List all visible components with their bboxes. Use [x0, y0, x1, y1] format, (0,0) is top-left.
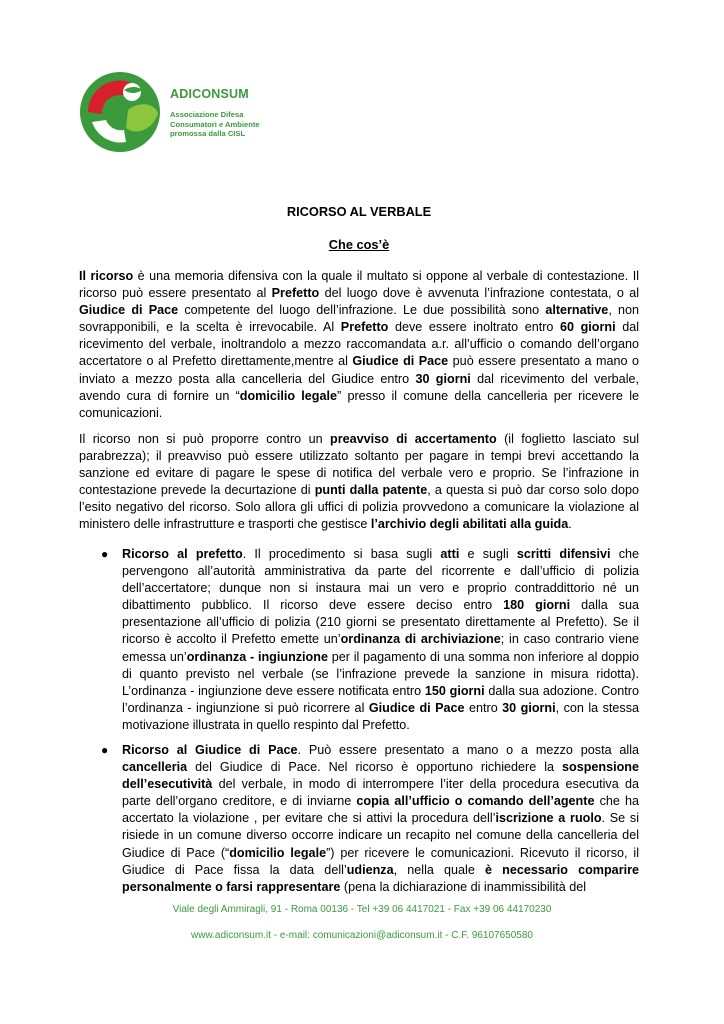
text-run: che ha accertato la violazione , per evitare che si attivi la procedura dell’ — [122, 794, 639, 826]
text-run: ”) per ricevere le comunicazioni. Ricevuto il ricorso, il Giudice di Pace fissa la data dell’ — [122, 845, 640, 877]
bullet-icon: ● — [101, 743, 109, 757]
text-run: del verbale, in modo di interrompere l’iter della procedura esecutiva da parte dell’organo creditore, e di inviarne — [122, 777, 639, 809]
bold-text: scritti difensivi — [516, 547, 611, 561]
bold-text: Ricorso al prefetto — [122, 547, 243, 561]
section-heading — [79, 236, 639, 253]
bold-text: Giudice di Pace — [368, 700, 465, 715]
logo-tagline — [170, 110, 260, 139]
text-run: deve essere inoltrato entro — [388, 320, 560, 335]
bold-text: è necessario comparire personalmente o farsi rappresentare — [122, 862, 639, 894]
text-run: . Può essere presentato a mano o a mezzo posta alla — [297, 743, 639, 757]
bold-text: ordinanza di archiviazione — [340, 632, 501, 647]
bold-text: Giudice di Pace — [79, 303, 179, 318]
footer-address: Viale degli Ammiragli, 91 - Roma 00136 - Tel +39 06 4417021 - Fax +39 06 44170230 — [172, 904, 552, 915]
logo-name: ADICONSUM — [170, 87, 249, 101]
bold-text: preavviso di accertamento — [330, 432, 497, 446]
bold-text: alternative — [545, 303, 609, 318]
bold-text: ordinanza - ingiunzione — [186, 649, 328, 664]
bold-text: domicilio legale — [239, 388, 337, 403]
text-run: dalla sua presentazione all’ufficio di polizia (210 giorni se presentato direttamente al Prefetto). Se il ricorso è accolto il Prefetto emette un’ — [122, 598, 639, 647]
text-run: dal ricevimento del verbale, inoltrandolo a mezzo raccomandata a.r. all’ufficio o comando dell’organo accertatore o al Prefetto direttamente,mentre al — [79, 320, 639, 369]
bold-text: Prefetto — [340, 320, 389, 335]
bold-text: 150 giorni — [424, 683, 485, 698]
bold-text: domicilio legale — [229, 845, 327, 860]
text-run: , a questa si può dar corso solo dopo l’esito negativo del ricorso. Solo allora gli uffici di polizia provvedono a comunicare la violazione al ministero delle infrastrutture e trasporti che gestisce — [79, 483, 640, 532]
adiconsum-logo-icon — [78, 70, 162, 154]
text-run: , non sovrapponibili, e la scelta è irrevocabile. Al — [79, 303, 639, 335]
text-run: . — [568, 517, 572, 532]
list-item-text — [122, 742, 639, 896]
text-run: (pena la dichiarazione di inammissibilità del — [340, 879, 587, 894]
bold-text: atti — [440, 547, 460, 561]
text-run: Il ricorso non si può proporre contro un — [79, 432, 330, 446]
bold-text: udienza — [346, 862, 394, 877]
bold-text: Ricorso al Giudice di Pace — [122, 743, 298, 757]
text-run: dalla sua adozione. Contro l’ordinanza - ingiunzione si può ricorrere al — [122, 683, 639, 715]
text-run: del Giudice di Pace. Nel ricorso è opportuno richiedere la — [187, 760, 563, 775]
text-run: . Il procedimento si basa sugli — [242, 547, 441, 561]
bold-text: Il ricorso — [79, 269, 134, 283]
section-heading-text: Che cos’è — [328, 237, 390, 252]
bold-text: sospensione dell’esecutività — [122, 760, 639, 792]
adiconsum-logo — [78, 70, 278, 158]
text-run: , con la stessa motivazione illustrata in quello respinto dal Prefetto. — [122, 700, 640, 732]
list-item-text — [122, 546, 639, 734]
text-run: entro — [464, 700, 503, 715]
footer-contacts: www.adiconsum.it - e-mail: comunicazioni@adiconsum.it - C.F. 96107650580 — [191, 930, 533, 941]
text-run: , nella quale — [393, 862, 485, 877]
bold-text: Prefetto — [271, 286, 320, 301]
logo-tagline-line: Consumatori e Ambiente — [170, 119, 260, 129]
text-run: e sugli — [459, 547, 517, 561]
bold-text: 180 giorni — [503, 598, 571, 613]
bold-text: 30 giorni — [502, 700, 556, 715]
bold-text: iscrizione a ruolo — [495, 811, 602, 826]
text-run: dal ricevimento del verbale, avendo cura di fornire un “ — [79, 371, 639, 403]
bold-text: Giudice di Pace — [352, 354, 449, 369]
logo-tagline-line: Associazione Difesa — [170, 110, 244, 119]
text-run: competente del luogo dell’infrazione. Le due possibilità sono — [178, 303, 546, 318]
text-run: del luogo dove è avvenuta l’infrazione contestata, o al — [319, 286, 639, 301]
bold-text: 60 giorni — [560, 320, 616, 335]
paragraph-intro — [79, 268, 639, 422]
paragraph-preavviso — [79, 431, 639, 534]
text-run: che pervengono all’autorità amministrativa da parte del ricorrente e dall’ufficio di polizia dell’accertatore; dunque non si instaura mai un vero e proprio contraddittorio né un dibattimento pubblico. Il ricorso deve essere deciso entro — [122, 547, 640, 613]
text-run: è una memoria difensiva con la quale il multato si oppone al verbale di contestazione. Il ricorso può essere presentato al — [79, 269, 639, 301]
bold-text: cancelleria — [122, 760, 188, 775]
logo-tagline-line: promossa dalla CISL — [170, 129, 246, 139]
document-title: RICORSO AL VERBALE — [286, 204, 432, 219]
text-run: per il pagamento di una somma non inferiore al doppio di quanto previsto nel verbale (se l’infrazione prevede la sanzione in misura ridotta). L’ordinanza - ingiunzione deve essere notificata entro — [122, 649, 640, 698]
text-run: . Se si risiede in un comune diverso occorre indicare un recapito nel comune della cancelleria del Giudice di Pace (“ — [122, 811, 640, 860]
bold-text: punti dalla patente — [314, 483, 428, 498]
text-run: può essere presentato a mano o inviato a mezzo posta alla cancelleria del Giudice entro — [79, 354, 639, 386]
bullet-icon: ● — [101, 547, 109, 561]
bold-text: copia all’ufficio o comando dell’agente — [356, 794, 595, 809]
text-run: ” presso il comune della cancelleria per ricevere le comunicazioni. — [79, 388, 639, 420]
bold-text: 30 giorni — [415, 371, 471, 386]
text-run: (il foglietto lasciato sul parabrezza); il preavviso può essere utilizzato soltanto per pagare in tempi brevi accettando la sanzione ed evitare di pagare le spese di notifica del verbale vero e proprio. Se l’infrazione in contestazione prevede la decurtazione di — [79, 432, 639, 498]
bold-text: l’archivio degli abilitati alla guida — [370, 517, 569, 532]
text-run: ; in caso contrario viene emessa un’ — [122, 632, 639, 664]
